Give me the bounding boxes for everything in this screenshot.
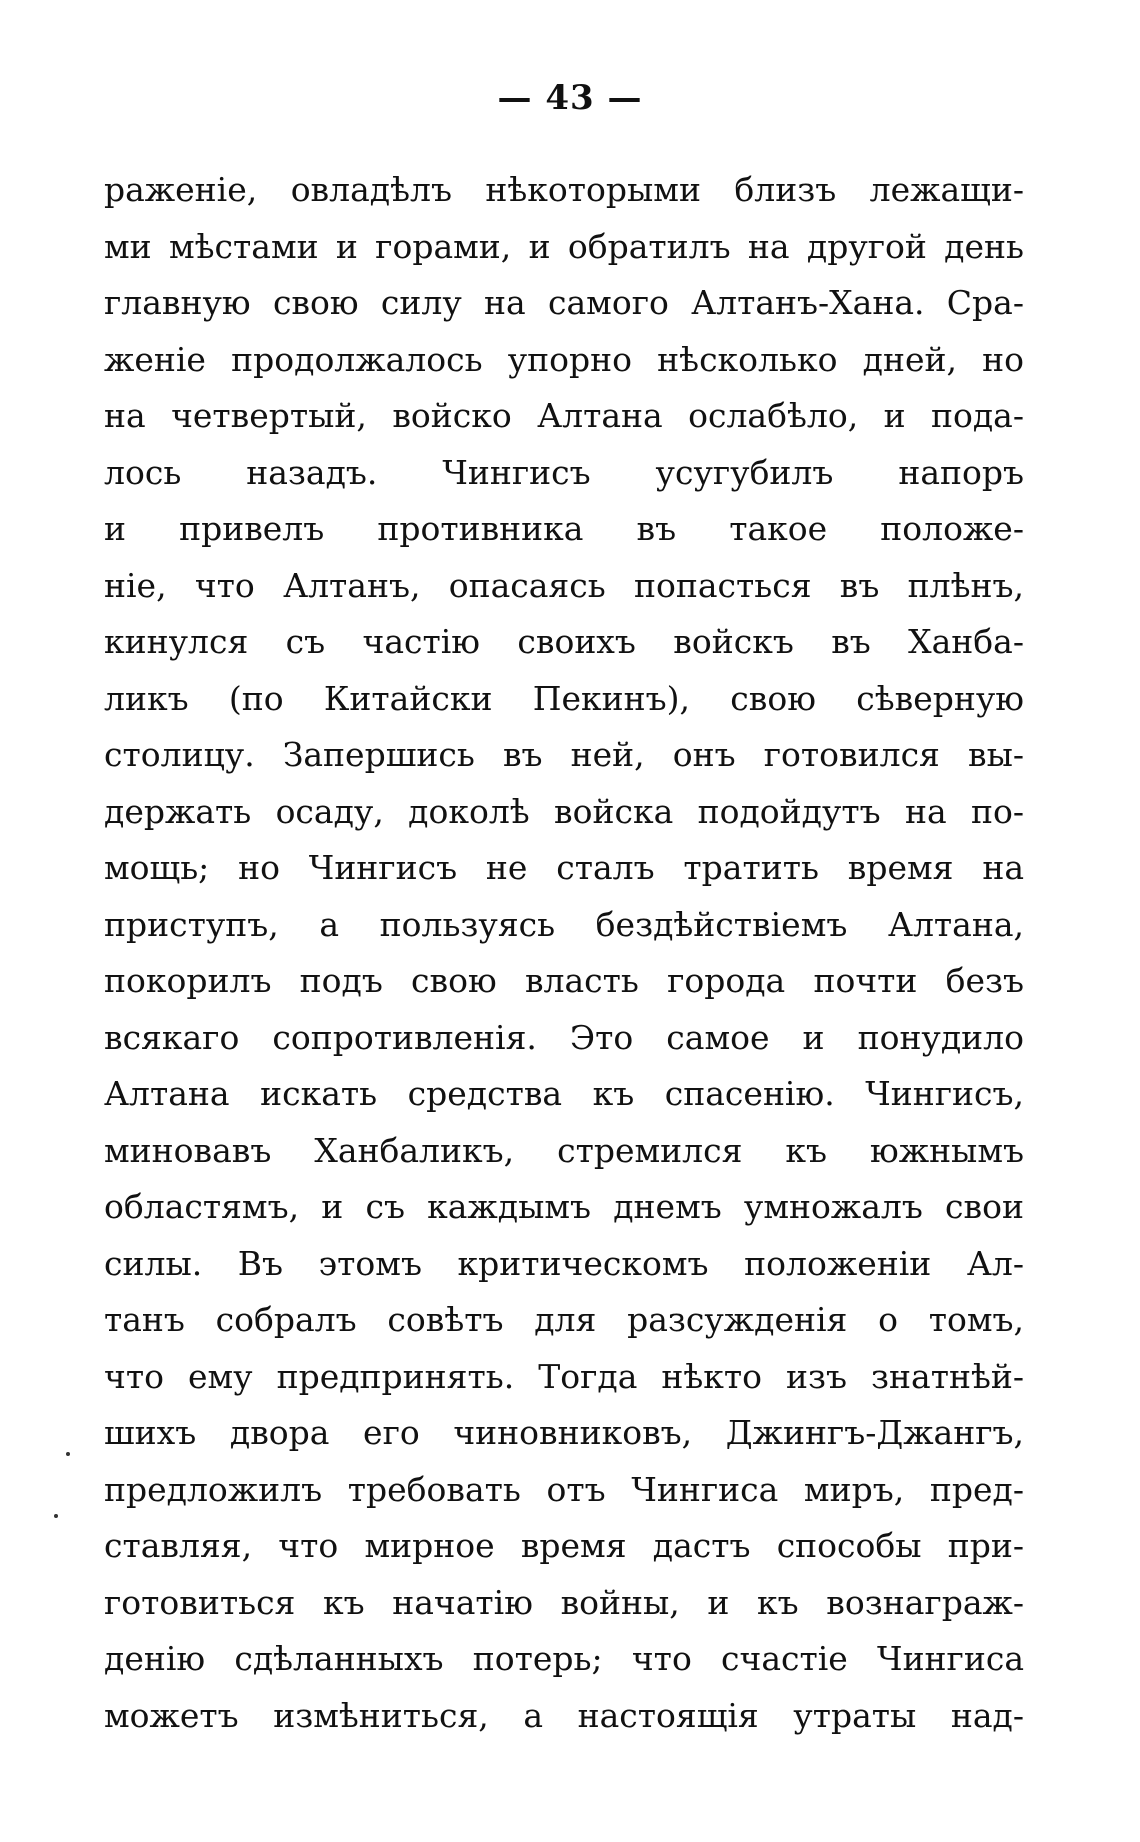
text-line: денію сдѣланныхъ потерь; что счастіе Чингиса — [104, 1639, 1024, 1678]
page-number: — 43 — — [497, 78, 643, 118]
text-line: силы. Въ этомъ критическомъ положеніи Ал- — [104, 1243, 1024, 1283]
text-line: женіе продолжалось упорно нѣсколько дней, но — [104, 339, 1024, 379]
text-line: столицу. Запершись въ ней, онъ готовился вы- — [104, 735, 1024, 774]
text-line: что ему предпринять. Тогда нѣкто изъ знатнѣй- — [104, 1356, 1024, 1396]
text-line: ставляя, что мирное время дастъ способы при- — [104, 1526, 1024, 1565]
text-line: миновавъ Ханбаликъ, стремился къ южнымъ — [104, 1130, 1024, 1170]
text-line: держать осаду, доколѣ войска подойдутъ на по- — [104, 791, 1024, 831]
text-line: шихъ двора его чиновниковъ, Джингъ-Джангъ, — [104, 1413, 1024, 1452]
text-line: всякаго сопротивленія. Это самое и понудило — [104, 1017, 1024, 1057]
text-line: готовиться къ начатію войны, и къ вознаграж- — [104, 1582, 1024, 1622]
text-line: покорилъ подъ свою власть города почти безъ — [104, 961, 1024, 1000]
print-speck — [54, 1514, 58, 1518]
text-line: ми мѣстами и горами, и обратилъ на другой день — [104, 226, 1024, 266]
text-line: мощь; но Чингисъ не сталъ тратить время на — [104, 848, 1024, 887]
text-line: танъ собралъ совѣтъ для разсужденія о томъ, — [104, 1300, 1024, 1339]
text-line: и привелъ противника въ такое положе- — [104, 509, 1024, 548]
text-line: приступъ, а пользуясь бездѣйствіемъ Алтана, — [104, 904, 1024, 944]
text-line: главную свою силу на самого Алтанъ-Хана. Сра- — [104, 283, 1024, 322]
text-line: предложилъ требовать отъ Чингиса миръ, пред- — [104, 1469, 1024, 1509]
text-line: кинулся съ частію своихъ войскъ въ Ханба- — [104, 622, 1024, 661]
text-line: лось назадъ. Чингисъ усугубилъ напоръ — [104, 452, 1024, 492]
text-line: ликъ (по Китайски Пекинъ), свою сѣверную — [104, 678, 1024, 718]
text-line: на четвертый, войско Алтана ослабѣло, и пода- — [104, 396, 1024, 435]
text-line: ніе, что Алтанъ, опасаясь попасться въ плѣнъ, — [104, 565, 1024, 605]
body-text — [104, 162, 1024, 1744]
print-speck — [66, 1452, 70, 1456]
text-line: Алтана искать средства къ спасенію. Чингисъ, — [104, 1074, 1024, 1113]
text-line: можетъ измѣниться, а настоящія утраты над- — [104, 1695, 1024, 1735]
text-line: областямъ, и съ каждымъ днемъ умножалъ свои — [104, 1187, 1024, 1226]
text-line: раженіе, овладѣлъ нѣкоторыми близъ лежащи- — [104, 170, 1024, 209]
